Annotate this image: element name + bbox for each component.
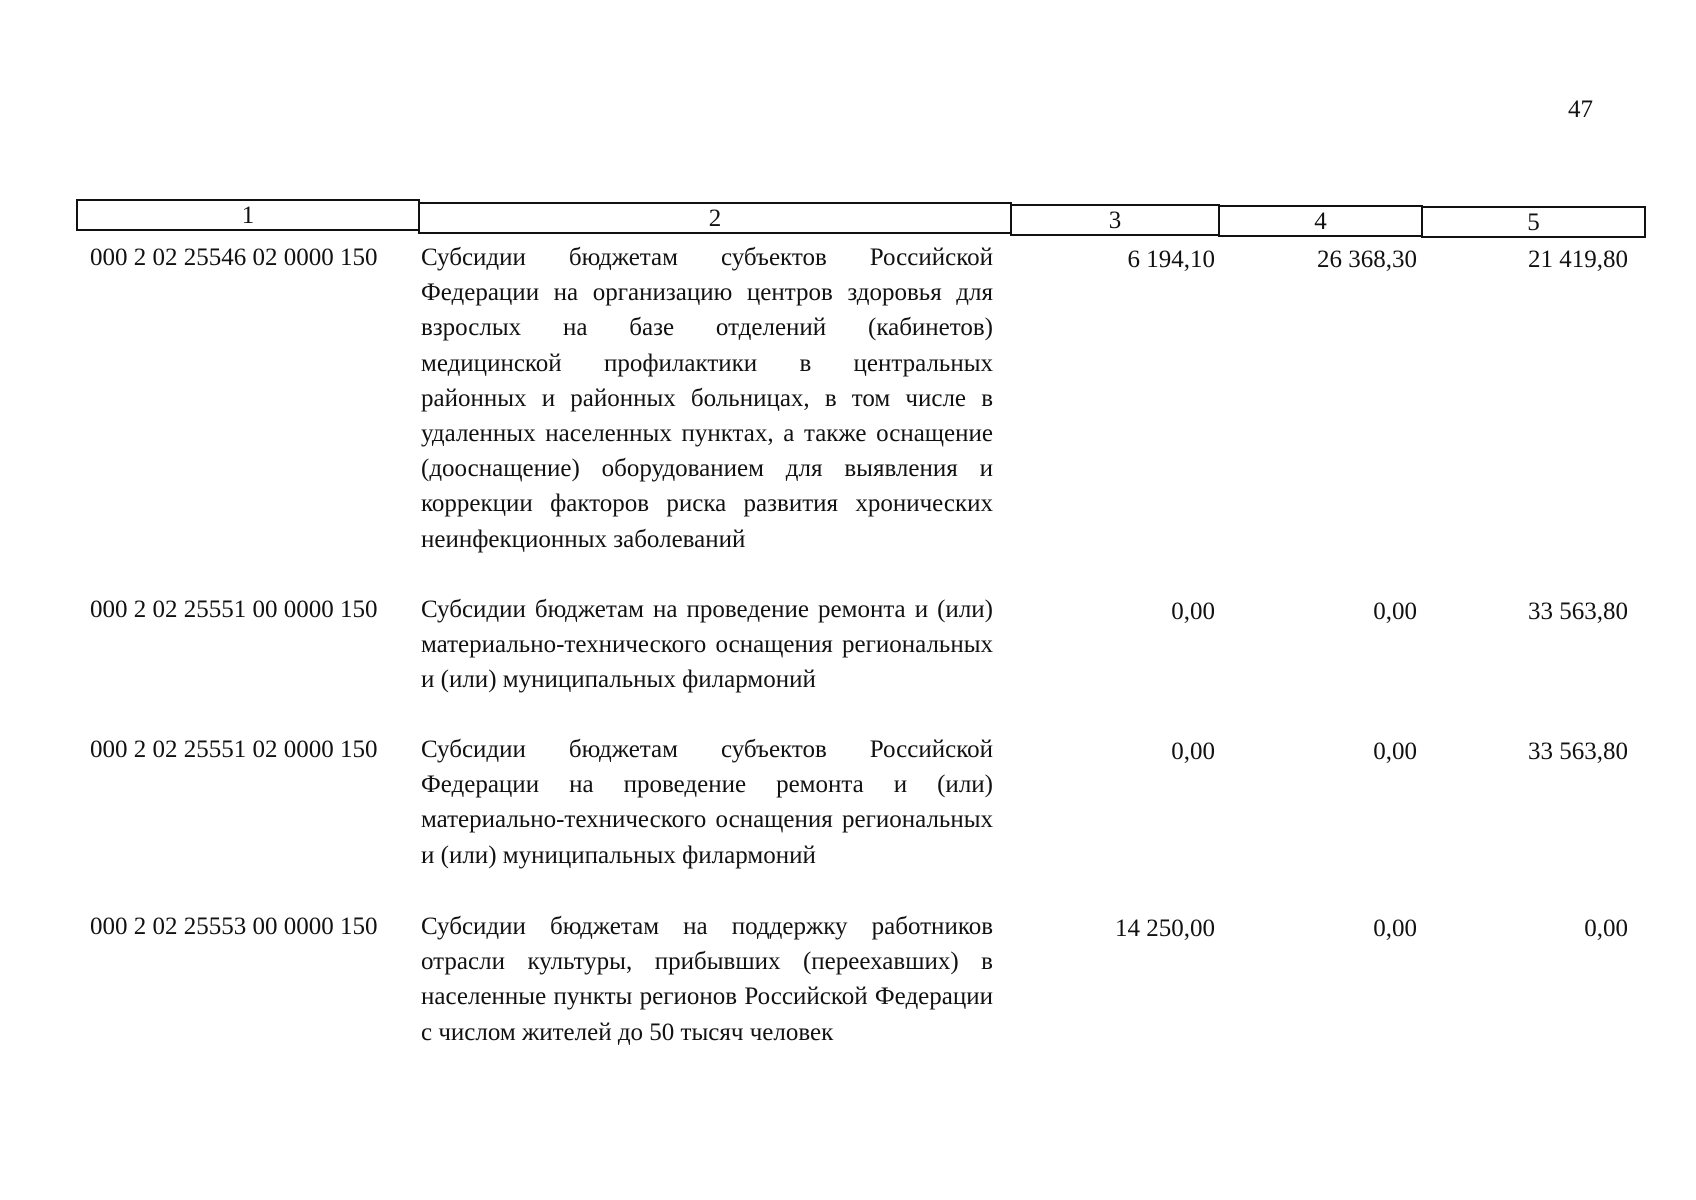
row-description: Субсидии бюджетам на проведение ремонта и (или) материально-технического оснащения региональных и (или) муниципальных филармоний [421, 596, 993, 694]
value-col-4: 26 368,30 [1317, 246, 1417, 273]
table-row [0, 240, 1696, 590]
value-col-3: 0,00 [1171, 738, 1215, 765]
value-col-3: 0,00 [1171, 598, 1215, 625]
value-col-5: 33 563,80 [1528, 738, 1628, 765]
value-col-4: 0,00 [1373, 738, 1417, 765]
value-col-5: 21 419,80 [1528, 246, 1628, 273]
row-description: Субсидии бюджетам субъектов Российской Федерации на организацию центров здоровья для взрослых на базе отделений (кабинетов) медицинской профилактики в центральных районных и районных больницах, в том числе в удаленных населенных пунктах, а также оснащение (дооснащение) оборудованием для выявления и коррекции факторов риска развития хронических неинфекционных заболеваний [421, 244, 993, 553]
budget-code: 000 2 02 25551 00 0000 150 [90, 596, 378, 623]
header-cell-5: 5 [1421, 206, 1646, 238]
value-col-3: 6 194,10 [1127, 246, 1215, 273]
header-cell-2: 2 [418, 202, 1012, 234]
value-col-4: 0,00 [1373, 915, 1417, 942]
table-row [0, 592, 1696, 732]
row-description: Субсидии бюджетам на поддержку работников отрасли культуры, прибывших (переехавших) в населенные пункты регионов Российской Федерации с числом жителей до 50 тысяч человек [421, 913, 993, 1046]
header-cell-4: 4 [1218, 205, 1423, 237]
budget-code: 000 2 02 25546 02 0000 150 [90, 244, 378, 271]
value-col-5: 33 563,80 [1528, 598, 1628, 625]
budget-code: 000 2 02 25553 00 0000 150 [90, 913, 378, 940]
value-col-4: 0,00 [1373, 598, 1417, 625]
header-cell-3: 3 [1010, 204, 1220, 236]
header-cell-1: 1 [76, 199, 420, 231]
table-row [0, 732, 1696, 908]
row-description: Субсидии бюджетам субъектов Российской Федерации на проведение ремонта и (или) материально-технического оснащения региональных и (или) муниципальных филармоний [421, 736, 993, 869]
budget-code: 000 2 02 25551 02 0000 150 [90, 736, 378, 763]
value-col-3: 14 250,00 [1115, 915, 1215, 942]
table-row [0, 909, 1696, 1085]
page-number: 47 [1568, 96, 1593, 123]
value-col-5: 0,00 [1584, 915, 1628, 942]
